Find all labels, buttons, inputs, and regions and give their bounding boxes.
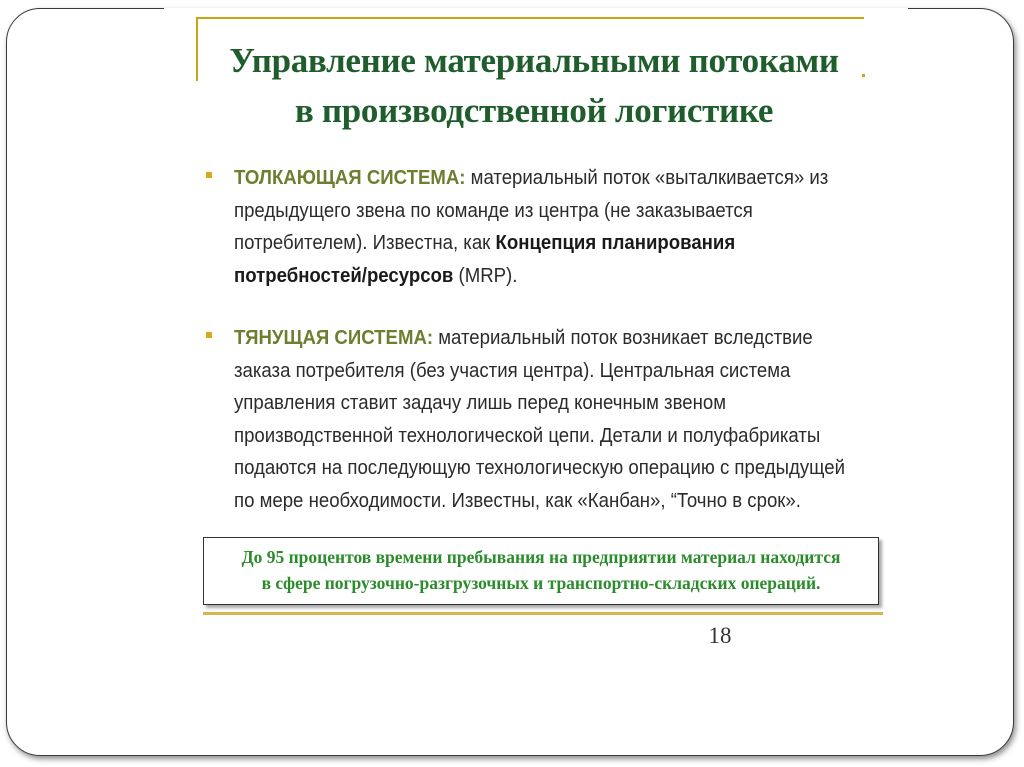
- push-text-2: (MRP).: [453, 264, 518, 287]
- push-lead: ТОЛКАЮЩАЯ СИСТЕМА:: [234, 167, 466, 189]
- bullet-push-text: [234, 162, 866, 292]
- bullet-square-icon: [206, 172, 212, 178]
- bullet-pull-text: [234, 322, 866, 517]
- pull-text: материальный поток возникает вследствие заказа потребителя (без участия центра). Центральная система управления ставит задачу лишь перед конечным звеном производственной технологической цепи. Детали и полуфабрикаты подаются на последующую технологическую операцию с предыдущей по мере необходимости. Известны, как «Канбан», “Точно в срок».: [234, 327, 845, 512]
- push-bold: Концепция планирования потребностей/ресурсов: [234, 232, 736, 287]
- title-line-2: в производственной логистике: [294, 91, 774, 130]
- callout-line-2: в сфере погрузочно-разгрузочных и транспортно-складских операций.: [261, 573, 821, 593]
- pull-lead: ТЯНУЩАЯ СИСТЕМА:: [234, 327, 434, 349]
- bullet-push-system: [206, 162, 866, 292]
- push-text-1: материальный поток «выталкивается» из предыдущего звена по команде из центра (не заказывается потребителем). Известна, как: [234, 167, 829, 254]
- title-line-1: Управление материальными потоками: [229, 41, 839, 80]
- slide-title: [196, 36, 872, 136]
- bottom-rule: [203, 612, 883, 615]
- page-number: 18: [708, 623, 732, 648]
- callout-box: [203, 537, 879, 605]
- title-rule-top: [196, 17, 864, 19]
- callout-line-1: До 95 процентов времени пребывания на предприятии материал находится: [241, 547, 841, 567]
- bullet-pull-system: [206, 322, 866, 517]
- bullet-square-icon: [206, 332, 212, 338]
